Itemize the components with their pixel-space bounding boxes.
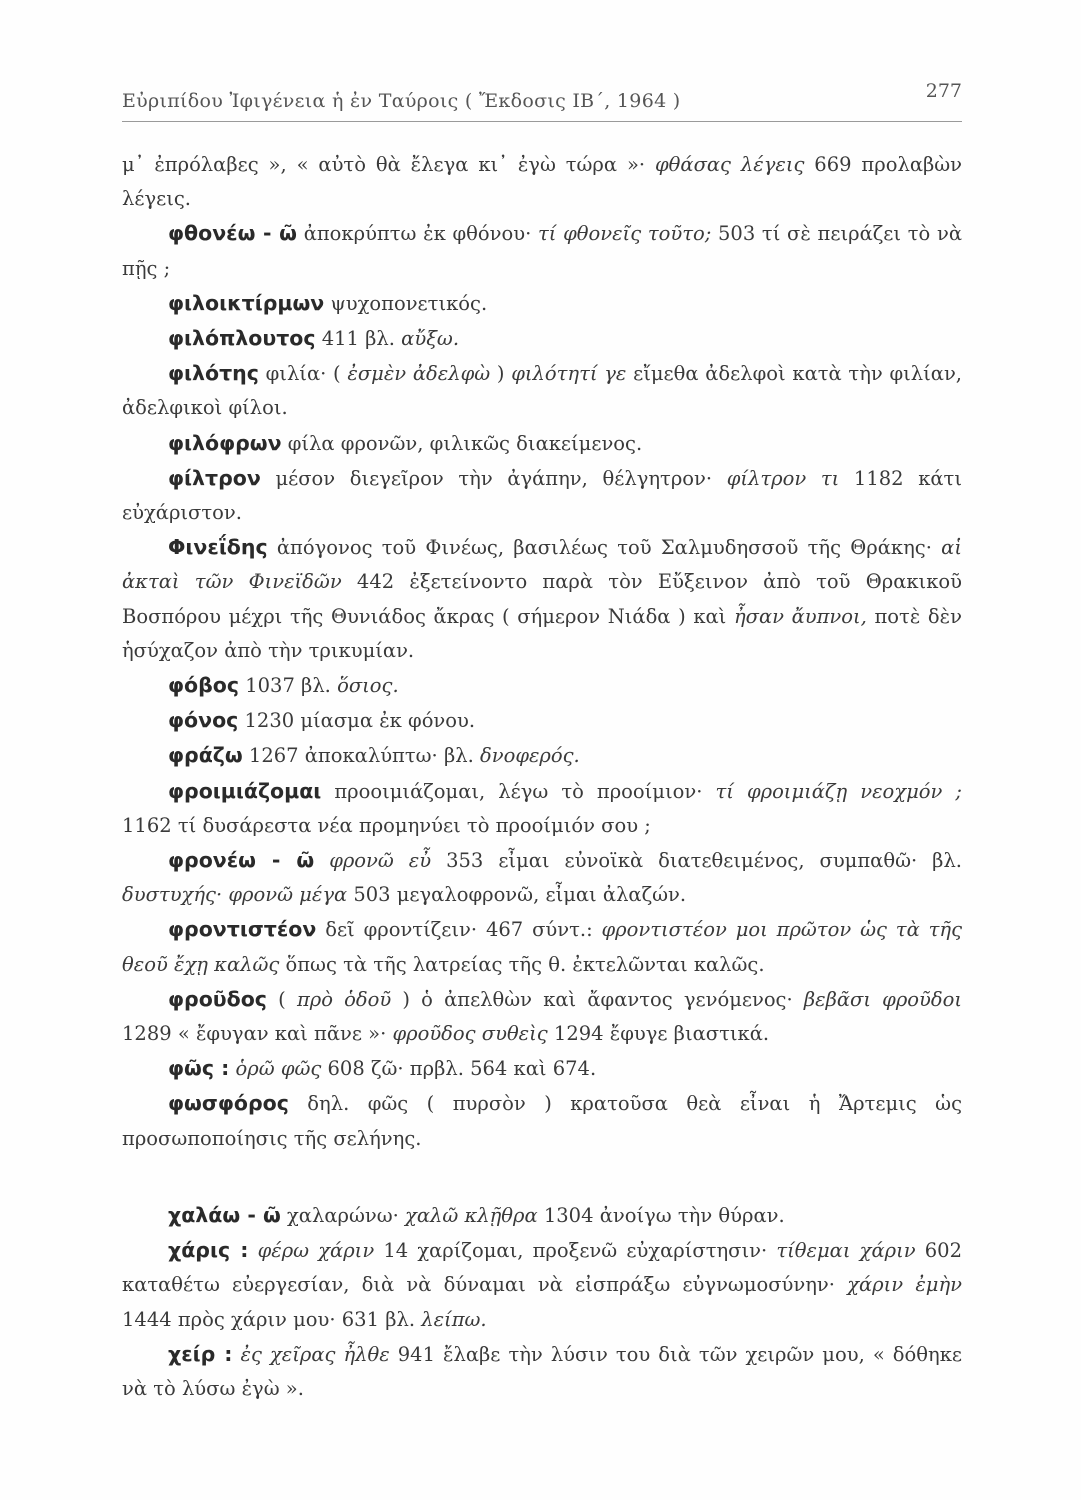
glossary-entry: χείρ : ἐς χεῖρας ἦλθε 941 ἔλαβε τὴν λύσιν του διὰ τῶν χειρῶν μου, « δόθηκε νὰ τὸ λύσω ἐγὼ ». — [122, 1341, 962, 1400]
headword: χείρ : — [168, 1341, 233, 1366]
glossary-entry: φωσφόρος δηλ. φῶς ( πυρσὸν ) κρατοῦσα θεὰ εἶναι ἡ Ἄρτεμις ὡς προσωποποίησις τῆς σελήνης. — [122, 1091, 962, 1150]
glossary-entry: φόνος 1230 μίασμα ἐκ φόνου. — [168, 708, 476, 733]
glossary-entry: φιλόφρων φίλα φρονῶν, φιλικῶς διακείμενος. — [168, 430, 643, 455]
headword: φωσφόρος — [168, 1091, 289, 1116]
page-header — [122, 76, 962, 116]
headword: φθονέω - ῶ — [168, 221, 297, 246]
headword: φρονέω - ῶ — [168, 848, 315, 873]
section-gap — [122, 1156, 962, 1198]
headword: φροντιστέον — [168, 917, 317, 942]
headword: φροῦδος — [168, 986, 267, 1011]
glossary-entry: φροντιστέον δεῖ φροντίζειν· 467 σύντ.: φροντιστέον μοι πρῶτον ὡς τὰ τῆς θεοῦ ἔχῃ καλῶς ὅπως τὰ τῆς λατρείας τῆς θ. ἐκτελῶνται καλῶς. — [122, 917, 963, 976]
glossary-entry-continuation: μ᾽ ἐπρόλαβες », « αὐτὸ θὰ ἔλεγα κι᾽ ἐγὼ τώρα »· φθάσας λέγεις 669 προλαβὼν λέγεις. — [122, 153, 963, 211]
glossary-entry: φιλότης φιλία· ( ἐσμὲν ἀδελφὼ ) φιλότητί γε εἴμεθα ἀδελφοὶ κατὰ τὴν φιλίαν, ἀδελφικοὶ φίλοι. — [122, 361, 962, 420]
headword: Φινεΐδης — [168, 535, 268, 560]
headword: φῶς : — [168, 1056, 230, 1081]
header-rule — [122, 121, 962, 122]
glossary-entry: φροῦδος ( πρὸ ὁδοῦ ) ὁ ἀπελθὼν καὶ ἄφαντος γενόμενος· βεβᾶσι φροῦδοι 1289 « ἔφυγαν καὶ πᾶνε »· φροῦδος συθεὶς 1294 ἔφυγε βιαστικά. — [122, 986, 963, 1046]
glossary-entry: φθονέω - ῶ ἀποκρύπτω ἐκ φθόνου· τί φθονεῖς τοῦτο; 503 τί σὲ πειράζει τὸ νὰ πῇς ; — [122, 221, 962, 280]
headword: φιλότης — [168, 361, 259, 386]
glossary-entry: χάρις : φέρω χάριν 14 χαρίζομαι, προξενῶ εὐχαρίστησιν· τίθεμαι χάριν 602 καταθέτω εὐεργεσίαν, διὰ νὰ δύναμαι νὰ εἰσπράξω εὐγνωμοσύνην· χάριν ἐμὴν 1444 πρὸς χάριν μου· 631 βλ. λείπω. — [122, 1238, 962, 1331]
headword: φροιμιάζομαι — [168, 778, 322, 803]
glossary-entry: φιλοικτίρμων ψυχοπονετικός. — [168, 290, 488, 315]
page-number: 277 — [925, 80, 962, 102]
headword: φίλτρον — [168, 465, 261, 490]
glossary-body — [122, 148, 962, 1406]
headword: φιλόφρων — [168, 430, 282, 455]
glossary-entry: φρονέω - ῶ φρονῶ εὖ 353 εἶμαι εὐνοϊκὰ διατεθειμένος, συμπαθῶ· βλ. δυστυχής· φρονῶ μέγα 503 μεγαλοφρονῶ, εἶμαι ἀλαζών. — [122, 848, 962, 907]
running-title: Εὐριπίδου Ἰφιγένεια ἡ ἐν Ταύροις ( Ἔκδοσις ΙΒ΄, 1964 ) — [122, 90, 681, 112]
headword: φιλοικτίρμων — [168, 290, 325, 315]
headword: χαλάω - ῶ — [168, 1202, 281, 1227]
headword: φράζω — [168, 743, 243, 768]
headword: φιλόπλουτος — [168, 326, 316, 351]
glossary-entry: φῶς : ὁρῶ φῶς 608 ζῶ· πρβλ. 564 καὶ 674. — [168, 1056, 597, 1081]
glossary-entry: χαλάω - ῶ χαλαρώνω· χαλῶ κλῇθρα 1304 ἀνοίγω τὴν θύραν. — [168, 1202, 785, 1227]
headword: φόνος — [168, 708, 239, 733]
glossary-entry: φιλόπλουτος 411 βλ. αὔξω. — [168, 326, 460, 351]
glossary-entry: Φινεΐδης ἀπόγονος τοῦ Φινέως, βασιλέως τοῦ Σαλμυδησσοῦ τῆς Θράκης· αἱ ἀκταὶ τῶν Φινεϊδῶν 442 ἐξετείνοντο παρὰ τὸν Εὔξεινον ἀπὸ τοῦ Θρακικοῦ Βοσπόρου μέχρι τῆς Θυνιάδος ἄκρας ( σήμερον Νιάδα ) καὶ ἦσαν ἄυπνοι, ποτὲ δὲν ἡσύχαζον ἀπὸ τὴν τρικυμίαν. — [122, 535, 962, 662]
glossary-entry: φίλτρον μέσον διεγεῖρον τὴν ἀγάπην, θέλγητρον· φίλτρον τι 1182 κάτι εὐχάριστον. — [122, 465, 962, 525]
glossary-entry: φράζω 1267 ἀποκαλύπτω· βλ. δνοφερός. — [168, 743, 580, 768]
headword: φόβος — [168, 673, 240, 698]
glossary-entry: φροιμιάζομαι προοιμιάζομαι, λέγω τὸ προοίμιον· τί φροιμιάζῃ νεοχμόν ; 1162 τί δυσάρεστα νέα προμηνύει τὸ προοίμιόν σου ; — [122, 778, 962, 837]
glossary-entry: φόβος 1037 βλ. ὅσιος. — [168, 673, 399, 698]
headword: χάρις : — [168, 1238, 249, 1263]
